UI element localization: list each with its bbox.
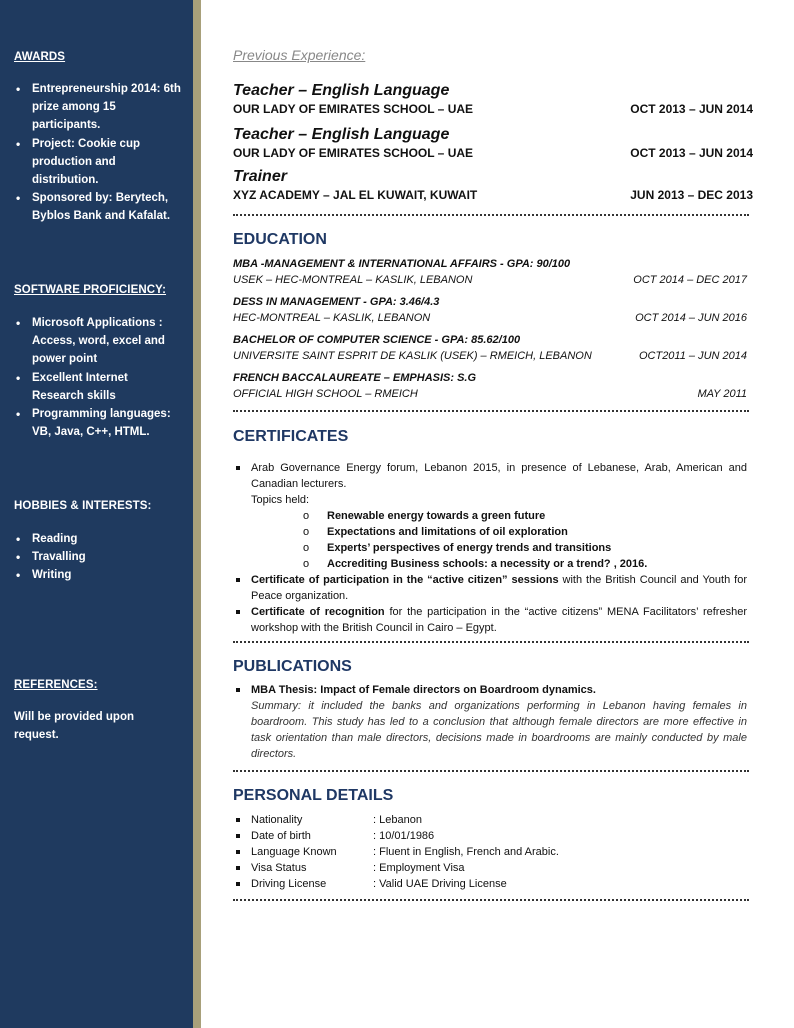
education-entry <box>233 332 747 364</box>
job-dates: OCT 2013 – JUN 2014 <box>630 146 753 160</box>
edu-school: OFFICIAL HIGH SCHOOL – RMEICH <box>233 388 418 400</box>
list-item: o Accrediting Business schools: a necessity or a trend? , 2016. <box>233 556 747 572</box>
references-text: Will be provided upon request. <box>14 711 135 741</box>
education-heading: EDUCATION <box>233 231 327 248</box>
awards-heading: AWARDS <box>14 51 66 63</box>
topics-label: Topics held: <box>251 494 310 506</box>
publication-title: MBA Thesis: Impact of Female directors on Boardroom dynamics. <box>251 684 596 696</box>
job-entry <box>233 167 753 203</box>
list-item: • Microsoft Applications : Access, word, excel and power point <box>14 314 182 369</box>
edu-degree: FRENCH BACCALAUREATE – EMPHASIS: S.G <box>233 372 477 384</box>
cert-text: for the participation in the “active citizens” MENA Facilitators’ refresher workshop with the British Council in Cairo – Egypt. <box>251 606 747 634</box>
publications-list <box>233 682 747 762</box>
job-org: OUR LADY OF EMIRATES SCHOOL – UAE <box>233 146 474 160</box>
detail-value: : Employment Visa <box>373 862 465 874</box>
divider <box>233 770 749 772</box>
list-item: • Sponsored by: Berytech, Byblos Bank and Kafalat. <box>14 189 182 225</box>
detail-value: : Fluent in English, French and Arabic. <box>373 846 559 858</box>
personal-details-list <box>233 812 747 892</box>
divider <box>233 899 749 901</box>
personal-heading: PERSONAL DETAILS <box>233 787 394 804</box>
edu-degree: MBA -MANAGEMENT & INTERNATIONAL AFFAIRS - GPA: 90/100 <box>233 258 571 270</box>
job-dates: JUN 2013 – DEC 2013 <box>630 188 753 202</box>
edu-dates: MAY 2011 <box>697 388 747 400</box>
divider <box>233 641 749 643</box>
list-item <box>233 876 747 892</box>
job-entry <box>233 125 753 161</box>
detail-label: Date of birth <box>251 830 311 842</box>
job-org: XYZ ACADEMY – JAL EL KUWAIT, KUWAIT <box>233 188 478 202</box>
list-item: • Programming languages: VB, Java, C++, HTML. <box>14 405 182 441</box>
education-entry <box>233 370 747 402</box>
publications-heading: PUBLICATIONS <box>233 658 352 675</box>
job-title: Teacher – English Language <box>233 82 450 99</box>
experience-heading: Previous Experience: <box>233 47 366 63</box>
job-entry <box>233 81 753 117</box>
education-entry <box>233 294 747 326</box>
summary-text: it included the banks and organizations performing in Lebanon having females in boardroom. This study has led to a conclusion that although female directors are more effective in task orientation than male directors, decisions made in boardrooms are mainly conducted by male directors. <box>251 700 747 760</box>
list-item <box>233 682 747 762</box>
list-item: • Reading <box>14 530 182 548</box>
certificates-list <box>233 460 747 636</box>
edu-dates: OCT2011 – JUN 2014 <box>638 350 747 362</box>
hobbies-list <box>14 530 182 585</box>
summary-label: Summary: <box>251 700 302 712</box>
list-item <box>233 844 747 860</box>
edu-dates: OCT 2014 – JUN 2016 <box>635 312 747 324</box>
detail-label: Driving License <box>251 878 327 890</box>
divider <box>233 410 749 412</box>
list-item: • Entrepreneurship 2014: 6th prize among 15 participants. <box>14 80 182 135</box>
list-item: • Travalling <box>14 548 182 566</box>
awards-list <box>14 80 182 226</box>
detail-value: : 10/01/1986 <box>373 830 435 842</box>
certificates-heading: CERTIFICATES <box>233 428 349 445</box>
detail-value: : Valid UAE Driving License <box>373 878 507 890</box>
list-item: o Expectations and limitations of oil exploration <box>233 524 747 540</box>
publication-summary <box>251 698 747 762</box>
job-dates: OCT 2013 – JUN 2014 <box>630 102 753 116</box>
edu-school: HEC-MONTREAL – KASLIK, LEBANON <box>233 312 431 324</box>
detail-label: Language Known <box>251 846 337 858</box>
job-org: OUR LADY OF EMIRATES SCHOOL – UAE <box>233 102 474 116</box>
sidebar <box>0 0 193 1028</box>
cert-text: Arab Governance Energy forum, Lebanon 2015, in presence of Lebanese, Arab, American and Canadian lecturers. <box>251 462 747 490</box>
detail-label: Nationality <box>251 814 303 826</box>
list-item: • Excellent Internet Research skills <box>14 369 182 405</box>
detail-label: Visa Status <box>251 862 307 874</box>
list-item <box>233 572 747 604</box>
software-heading: SOFTWARE PROFICIENCY: <box>14 284 167 296</box>
edu-school: USEK – HEC-MONTREAL – KASLIK, LEBANON <box>233 274 473 286</box>
list-item <box>233 812 747 828</box>
cert-text: with the British Council and Youth for Peace organization. <box>251 574 747 602</box>
edu-school: UNIVERSITE SAINT ESPRIT DE KASLIK (USEK) – RMEICH, LEBANON <box>233 350 592 362</box>
list-item <box>233 860 747 876</box>
job-title: Teacher – English Language <box>233 126 450 143</box>
list-item: • Project: Cookie cup production and distribution. <box>14 135 182 190</box>
sidebar-stripe <box>193 0 201 1028</box>
edu-degree: DESS IN MANAGEMENT - GPA: 3.46/4.3 <box>233 296 440 308</box>
list-item <box>233 604 747 636</box>
job-title: Trainer <box>233 168 287 185</box>
list-item <box>233 828 747 844</box>
references-heading: REFERENCES: <box>14 679 98 691</box>
edu-degree: BACHELOR OF COMPUTER SCIENCE - GPA: 85.62/100 <box>233 334 521 346</box>
list-item: • Writing <box>14 566 182 584</box>
detail-value: : Lebanon <box>373 814 422 826</box>
list-item <box>233 460 747 508</box>
list-item: o Experts’ perspectives of energy trends and transitions <box>233 540 747 556</box>
cert-bold: Certificate of recognition <box>251 606 385 618</box>
edu-dates: OCT 2014 – DEC 2017 <box>633 274 747 286</box>
cert-bold: Certificate of participation in the “active citizen” sessions <box>251 574 559 586</box>
hobbies-heading: HOBBIES & INTERESTS: <box>14 500 152 512</box>
divider <box>233 214 749 216</box>
topics-list <box>233 508 747 572</box>
software-list <box>14 314 182 441</box>
education-entry <box>233 256 747 288</box>
list-item: o Renewable energy towards a green future <box>233 508 747 524</box>
